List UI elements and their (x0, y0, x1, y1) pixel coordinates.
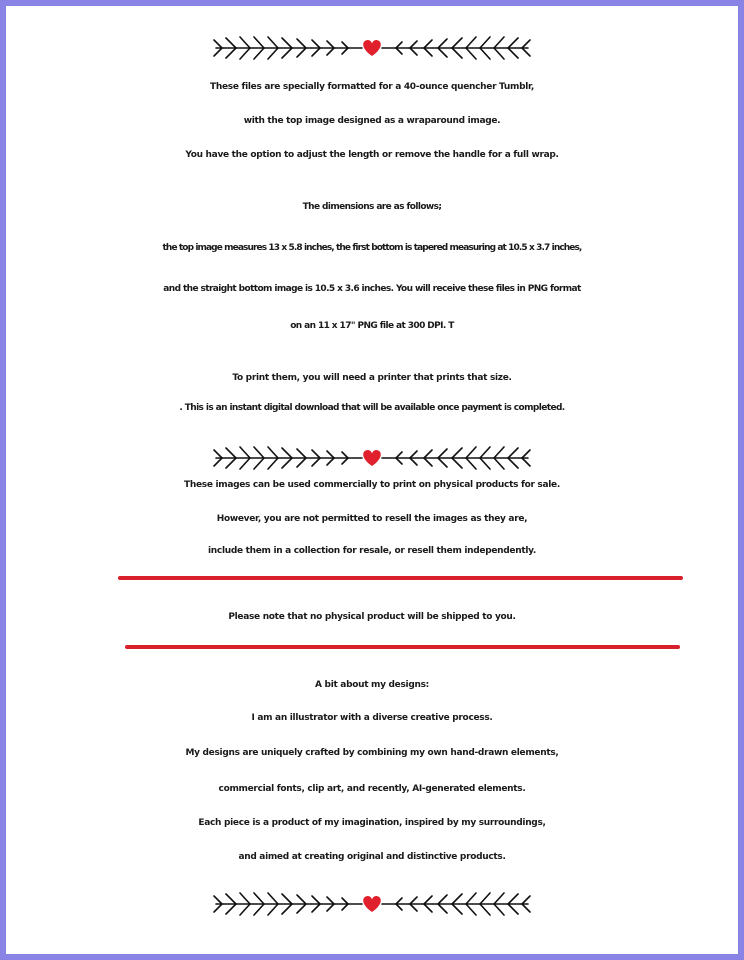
text-line: on an 11 x 17" PNG file at 300 DPI. T (290, 321, 454, 331)
text-line: with the top image designed as a wraparound image. (243, 116, 501, 126)
text-line: The dimensions are as follows; (302, 202, 442, 212)
leafy-branch-with-heart-icon (212, 33, 532, 63)
text-line: I am an illustrator with a diverse creative process. (251, 713, 493, 723)
red-underline (125, 645, 680, 649)
text-line: . This is an instant digital download that will be available once payment is completed. (179, 403, 565, 413)
text-line: commercial fonts, clip art, and recently, AI-generated elements. (218, 784, 526, 794)
heart-icon (363, 896, 381, 912)
text-line: the top image measures 13 x 5.8 inches, the first bottom is tapered measuring at 10.5 x 3.7 inches, (162, 243, 582, 253)
text-line: To print them, you will need a printer that prints that size. (232, 373, 512, 383)
text-line: My designs are uniquely crafted by combining my own hand-drawn elements, (185, 748, 559, 758)
heart-icon (363, 450, 381, 466)
text-line: and the straight bottom image is 10.5 x 3.6 inches. You will receive these files in PNG format (163, 284, 581, 294)
text-line: Each piece is a product of my imagination, inspired by my surroundings, (198, 818, 546, 828)
heart-icon (363, 40, 381, 56)
red-underline (118, 576, 683, 580)
text-line: These images can be used commercially to print on physical products for sale. (184, 480, 560, 490)
text-line: Please note that no physical product will be shipped to you. (228, 612, 516, 622)
divider-top (0, 33, 744, 63)
text-line: However, you are not permitted to resell the images as they are, (216, 514, 528, 524)
divider-bottom (0, 889, 744, 919)
text-line: and aimed at creating original and distinctive products. (238, 852, 506, 862)
leafy-branch-with-heart-icon (212, 889, 532, 919)
text-line: include them in a collection for resale, or resell them independently. (208, 546, 536, 556)
text-line: A bit about my designs: (315, 680, 429, 690)
leafy-branch-with-heart-icon (212, 443, 532, 473)
text-line: You have the option to adjust the length or remove the handle for a full wrap. (185, 150, 559, 160)
text-line: These files are specially formatted for a 40-ounce quencher Tumblr, (210, 82, 534, 92)
divider-middle (0, 443, 744, 473)
